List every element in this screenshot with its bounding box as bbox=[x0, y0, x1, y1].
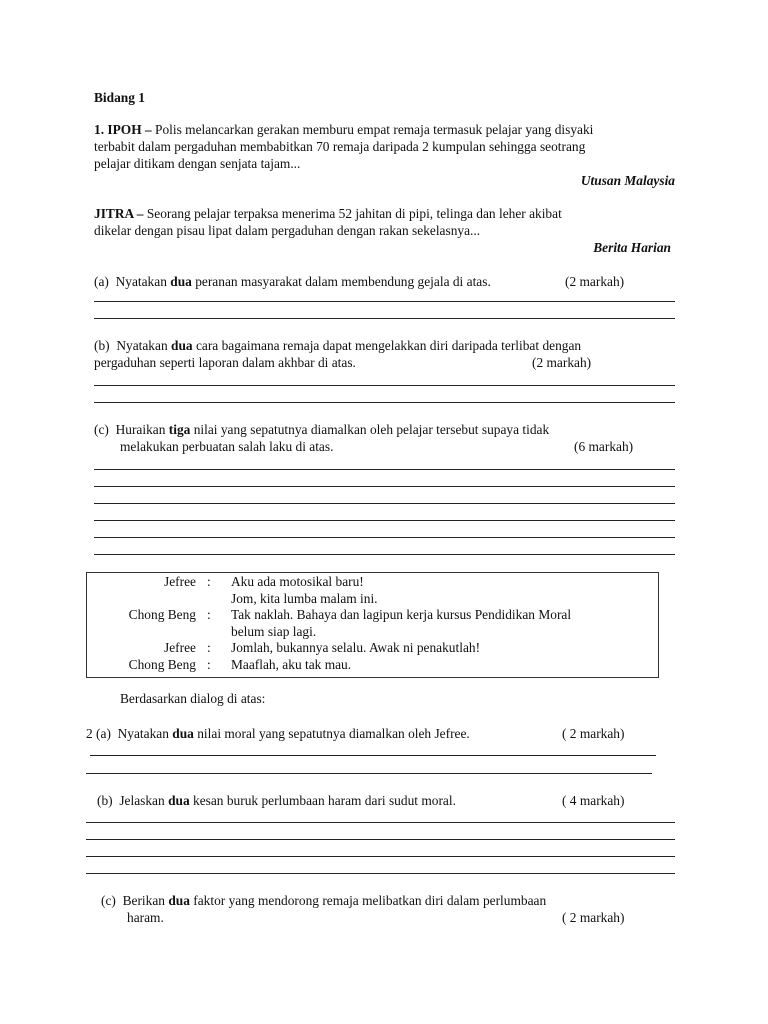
dialog-text: Jom, kita lumba malam ini. bbox=[231, 591, 378, 606]
q1b-marks: (2 markah) bbox=[532, 355, 592, 370]
q1a-marks: (2 markah) bbox=[565, 274, 625, 289]
q1c-question-line2: melakukan perbuatan salah laku di atas. bbox=[120, 439, 334, 454]
news1-source: Utusan Malaysia bbox=[580, 173, 675, 188]
q2-intro: Berdasarkan dialog di atas: bbox=[120, 691, 266, 706]
q1c-marks: (6 markah) bbox=[574, 439, 634, 454]
dialog-text: Jomlah, bukannya selalu. Awak ni penakutlah! bbox=[231, 640, 481, 655]
answer-line[interactable] bbox=[94, 469, 675, 470]
answer-line[interactable] bbox=[86, 773, 652, 774]
q2c-question-line2: haram. bbox=[127, 910, 164, 925]
news2-line1: JITRA – Seorang pelajar terpaksa menerima 52 jahitan di pipi, telinga dan leher akibat bbox=[94, 206, 562, 221]
dialog-speaker: Chong Beng bbox=[128, 657, 196, 672]
dialog-colon: : bbox=[207, 574, 211, 589]
answer-line[interactable] bbox=[94, 385, 675, 386]
q2b-question: (b) Jelaskan dua kesan buruk perlumbaan haram dari sudut moral. bbox=[97, 793, 456, 808]
dialog-speaker: Jefree bbox=[164, 640, 196, 655]
answer-line[interactable] bbox=[90, 755, 656, 756]
answer-line[interactable] bbox=[94, 554, 675, 555]
answer-line[interactable] bbox=[86, 856, 675, 857]
q2c-marks: ( 2 markah) bbox=[562, 910, 625, 925]
q1b-question-line2: pergaduhan seperti laporan dalam akhbar di atas. bbox=[94, 355, 356, 370]
answer-line[interactable] bbox=[94, 537, 675, 538]
answer-line[interactable] bbox=[86, 822, 675, 823]
answer-line[interactable] bbox=[94, 503, 675, 504]
dialog-text: Tak naklah. Bahaya dan lagipun kerja kursus Pendidikan Moral bbox=[231, 607, 572, 622]
q2a-question: 2 (a) Nyatakan dua nilai moral yang sepatutnya diamalkan oleh Jefree. bbox=[86, 726, 470, 741]
q1c-question: (c) Huraikan tiga nilai yang sepatutnya diamalkan oleh pelajar tersebut supaya tidak bbox=[94, 422, 550, 437]
answer-line[interactable] bbox=[94, 301, 675, 302]
q1b-question: (b) Nyatakan dua cara bagaimana remaja dapat mengelakkan diri daripada terlibat dengan bbox=[94, 338, 582, 353]
answer-line[interactable] bbox=[86, 839, 675, 840]
news1-line1: 1. IPOH – Polis melancarkan gerakan memburu empat remaja termasuk pelajar yang disyaki bbox=[94, 122, 594, 137]
q1a-question: (a) Nyatakan dua peranan masyarakat dalam membendung gejala di atas. bbox=[94, 274, 491, 289]
answer-line[interactable] bbox=[94, 402, 675, 403]
news2-line2: dikelar dengan pisau lipat dalam pergaduhan dengan rakan sekelasnya... bbox=[94, 223, 481, 238]
answer-line[interactable] bbox=[94, 486, 675, 487]
news2-source: Berita Harian bbox=[593, 240, 671, 255]
dialog-speaker: Chong Beng bbox=[128, 607, 196, 622]
answer-line[interactable] bbox=[94, 520, 675, 521]
q2a-marks: ( 2 markah) bbox=[562, 726, 625, 741]
q2b-marks: ( 4 markah) bbox=[562, 793, 625, 808]
dialog-text: Aku ada motosikal baru! bbox=[231, 574, 364, 589]
dialog-text: belum siap lagi. bbox=[231, 624, 317, 639]
dialog-colon: : bbox=[207, 607, 211, 622]
q2c-question: (c) Berikan dua faktor yang mendorong remaja melibatkan diri dalam perlumbaan bbox=[101, 893, 547, 908]
dialog-colon: : bbox=[207, 640, 211, 655]
answer-line[interactable] bbox=[94, 318, 675, 319]
dialog-colon: : bbox=[207, 657, 211, 672]
section-title: Bidang 1 bbox=[94, 90, 145, 105]
dialog-speaker: Jefree bbox=[164, 574, 196, 589]
news1-line2: terbabit dalam pergaduhan membabitkan 70 remaja daripada 2 kumpulan sehingga seotrang bbox=[94, 139, 586, 154]
answer-line[interactable] bbox=[86, 873, 675, 874]
news1-line3: pelajar ditikam dengan senjata tajam... bbox=[94, 156, 301, 171]
dialog-text: Maaflah, aku tak mau. bbox=[231, 657, 352, 672]
